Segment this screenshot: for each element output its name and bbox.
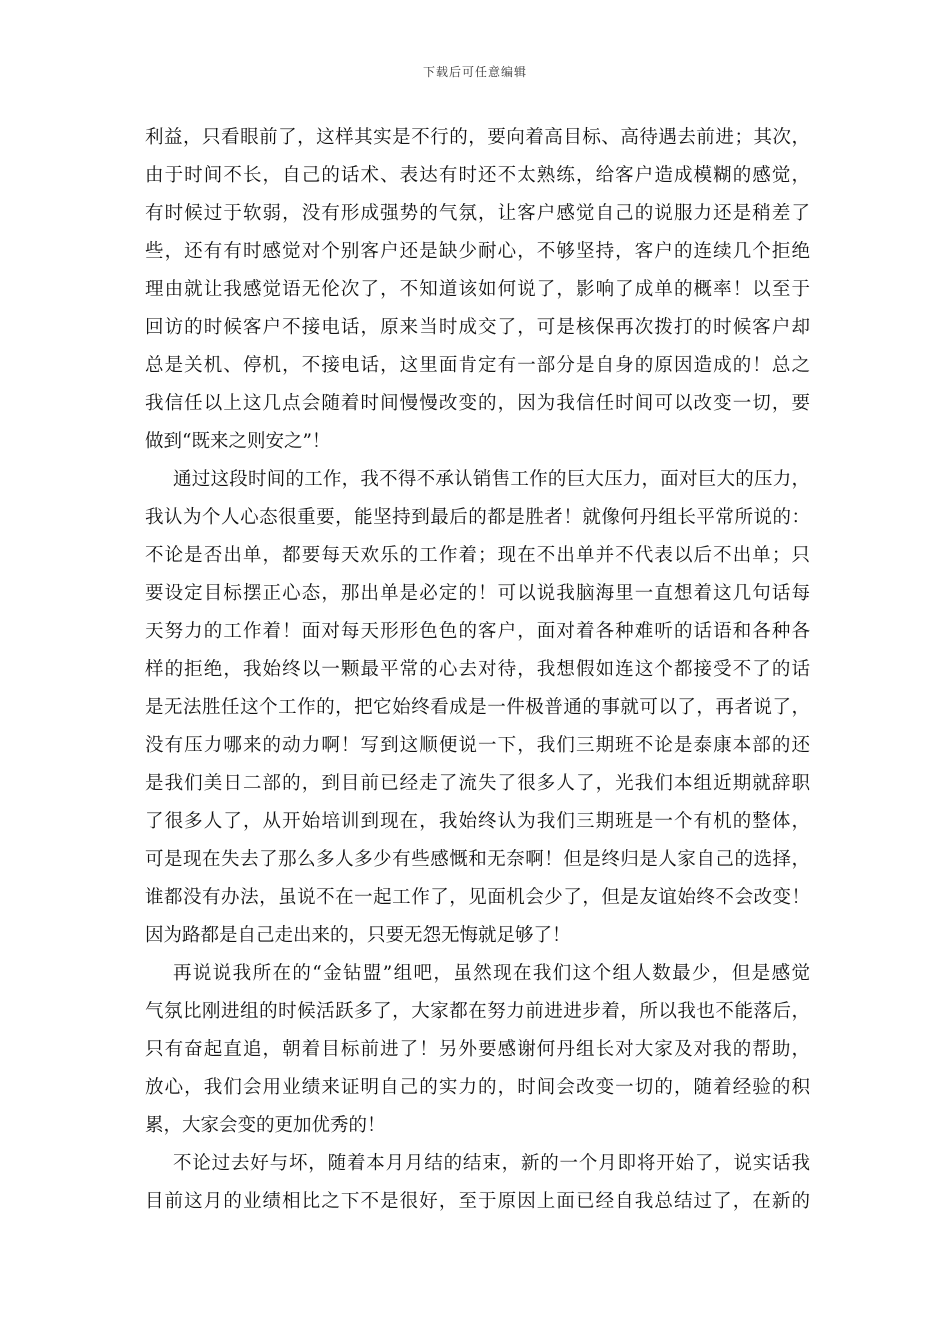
text-line: 是无法胜任这个工作的，把它始终看成是一件极普通的事就可以了，再者说了， [145, 697, 810, 718]
text-line: 通过这段时间的工作，我不得不承认销售工作的巨大压力，面对巨大的压力， [173, 469, 810, 490]
text-line: 因为路都是自己走出来的，只要无怨无悔就足够了！ [145, 925, 571, 946]
text-line: 理由就让我感觉语无伦次了，不知道该如何说了，影响了成单的概率！以至于 [145, 279, 810, 300]
text-line: 谁都没有办法，虽说不在一起工作了，见面机会少了，但是友谊始终不会改变！ [145, 887, 810, 908]
text-line: 样的拒绝，我始终以一颗最平常的心去对待，我想假如连这个都接受不了的话 [145, 659, 810, 680]
text-line: 我认为个人心态很重要，能坚持到最后的都是胜者！就像何丹组长平常所说的： [145, 507, 810, 528]
text-line: 由于时间不长，自己的话术、表达有时还不太熟练，给客户造成模糊的感觉， [145, 165, 810, 186]
text-line: 有时候过于软弱，没有形成强势的气氛，让客户感觉自己的说服力还是稍差了 [145, 203, 810, 224]
text-line: 要设定目标摆正心态，那出单是必定的！可以说我脑海里一直想着这几句话每 [145, 583, 810, 604]
document-body [145, 119, 810, 1221]
text-line: 了很多人了，从开始培训到现在，我始终认为我们三期班是一个有机的整体， [145, 811, 810, 832]
text-line: 气氛比刚进组的时候活跃多了，大家都在努力前进进步着，所以我也不能落后， [145, 1001, 810, 1022]
text-line: 些，还有有时感觉对个别客户还是缺少耐心，不够坚持，客户的连续几个拒绝 [145, 241, 810, 262]
text-line: 回访的时候客户不接电话，原来当时成交了，可是核保再次拨打的时候客户却 [145, 317, 810, 338]
text-line: 是我们美日二部的，到目前已经走了流失了很多人了，光我们本组近期就辞职 [145, 773, 810, 794]
text-line: 没有压力哪来的动力啊！写到这顺便说一下，我们三期班不论是泰康本部的还 [145, 735, 810, 756]
text-line: 累，大家会变的更加优秀的！ [145, 1115, 386, 1136]
text-line: 可是现在失去了那么多人多少有些感慨和无奈啊！但是终归是人家自己的选择， [145, 849, 810, 870]
text-line: 放心，我们会用业绩来证明自己的实力的，时间会改变一切的，随着经验的积 [145, 1077, 810, 1098]
text-line: 总是关机、停机，不接电话，这里面肯定有一部分是自身的原因造成的！总之 [145, 355, 810, 376]
text-line: 我信任以上这几点会随着时间慢慢改变的，因为我信任时间可以改变一切，要 [145, 393, 810, 414]
text-line: 不论过去好与坏，随着本月月结的结束，新的一个月即将开始了，说实话我 [173, 1153, 810, 1174]
text-line: 不论是否出单，都要每天欢乐的工作着；现在不出单并不代表以后不出单；只 [145, 545, 810, 566]
text-line: 天努力的工作着！面对每天形形色色的客户，面对着各种难听的话语和各种各 [145, 621, 810, 642]
text-line: 利益，只看眼前了，这样其实是不行的，要向着高目标、高待遇去前进；其次， [145, 127, 810, 148]
header-note: 下载后可任意编辑 [422, 65, 527, 79]
text-line: 做到“既来之则安之”！ [145, 431, 331, 452]
text-line: 只有奋起直追，朝着目标前进了！另外要感谢何丹组长对大家及对我的帮助， [145, 1039, 810, 1060]
text-line: 再说说我所在的“金钻盟”组吧，虽然现在我们这个组人数最少，但是感觉 [173, 963, 810, 984]
text-line: 目前这月的业绩相比之下不是很好，至于原因上面已经自我总结过了，在新的 [145, 1191, 810, 1212]
